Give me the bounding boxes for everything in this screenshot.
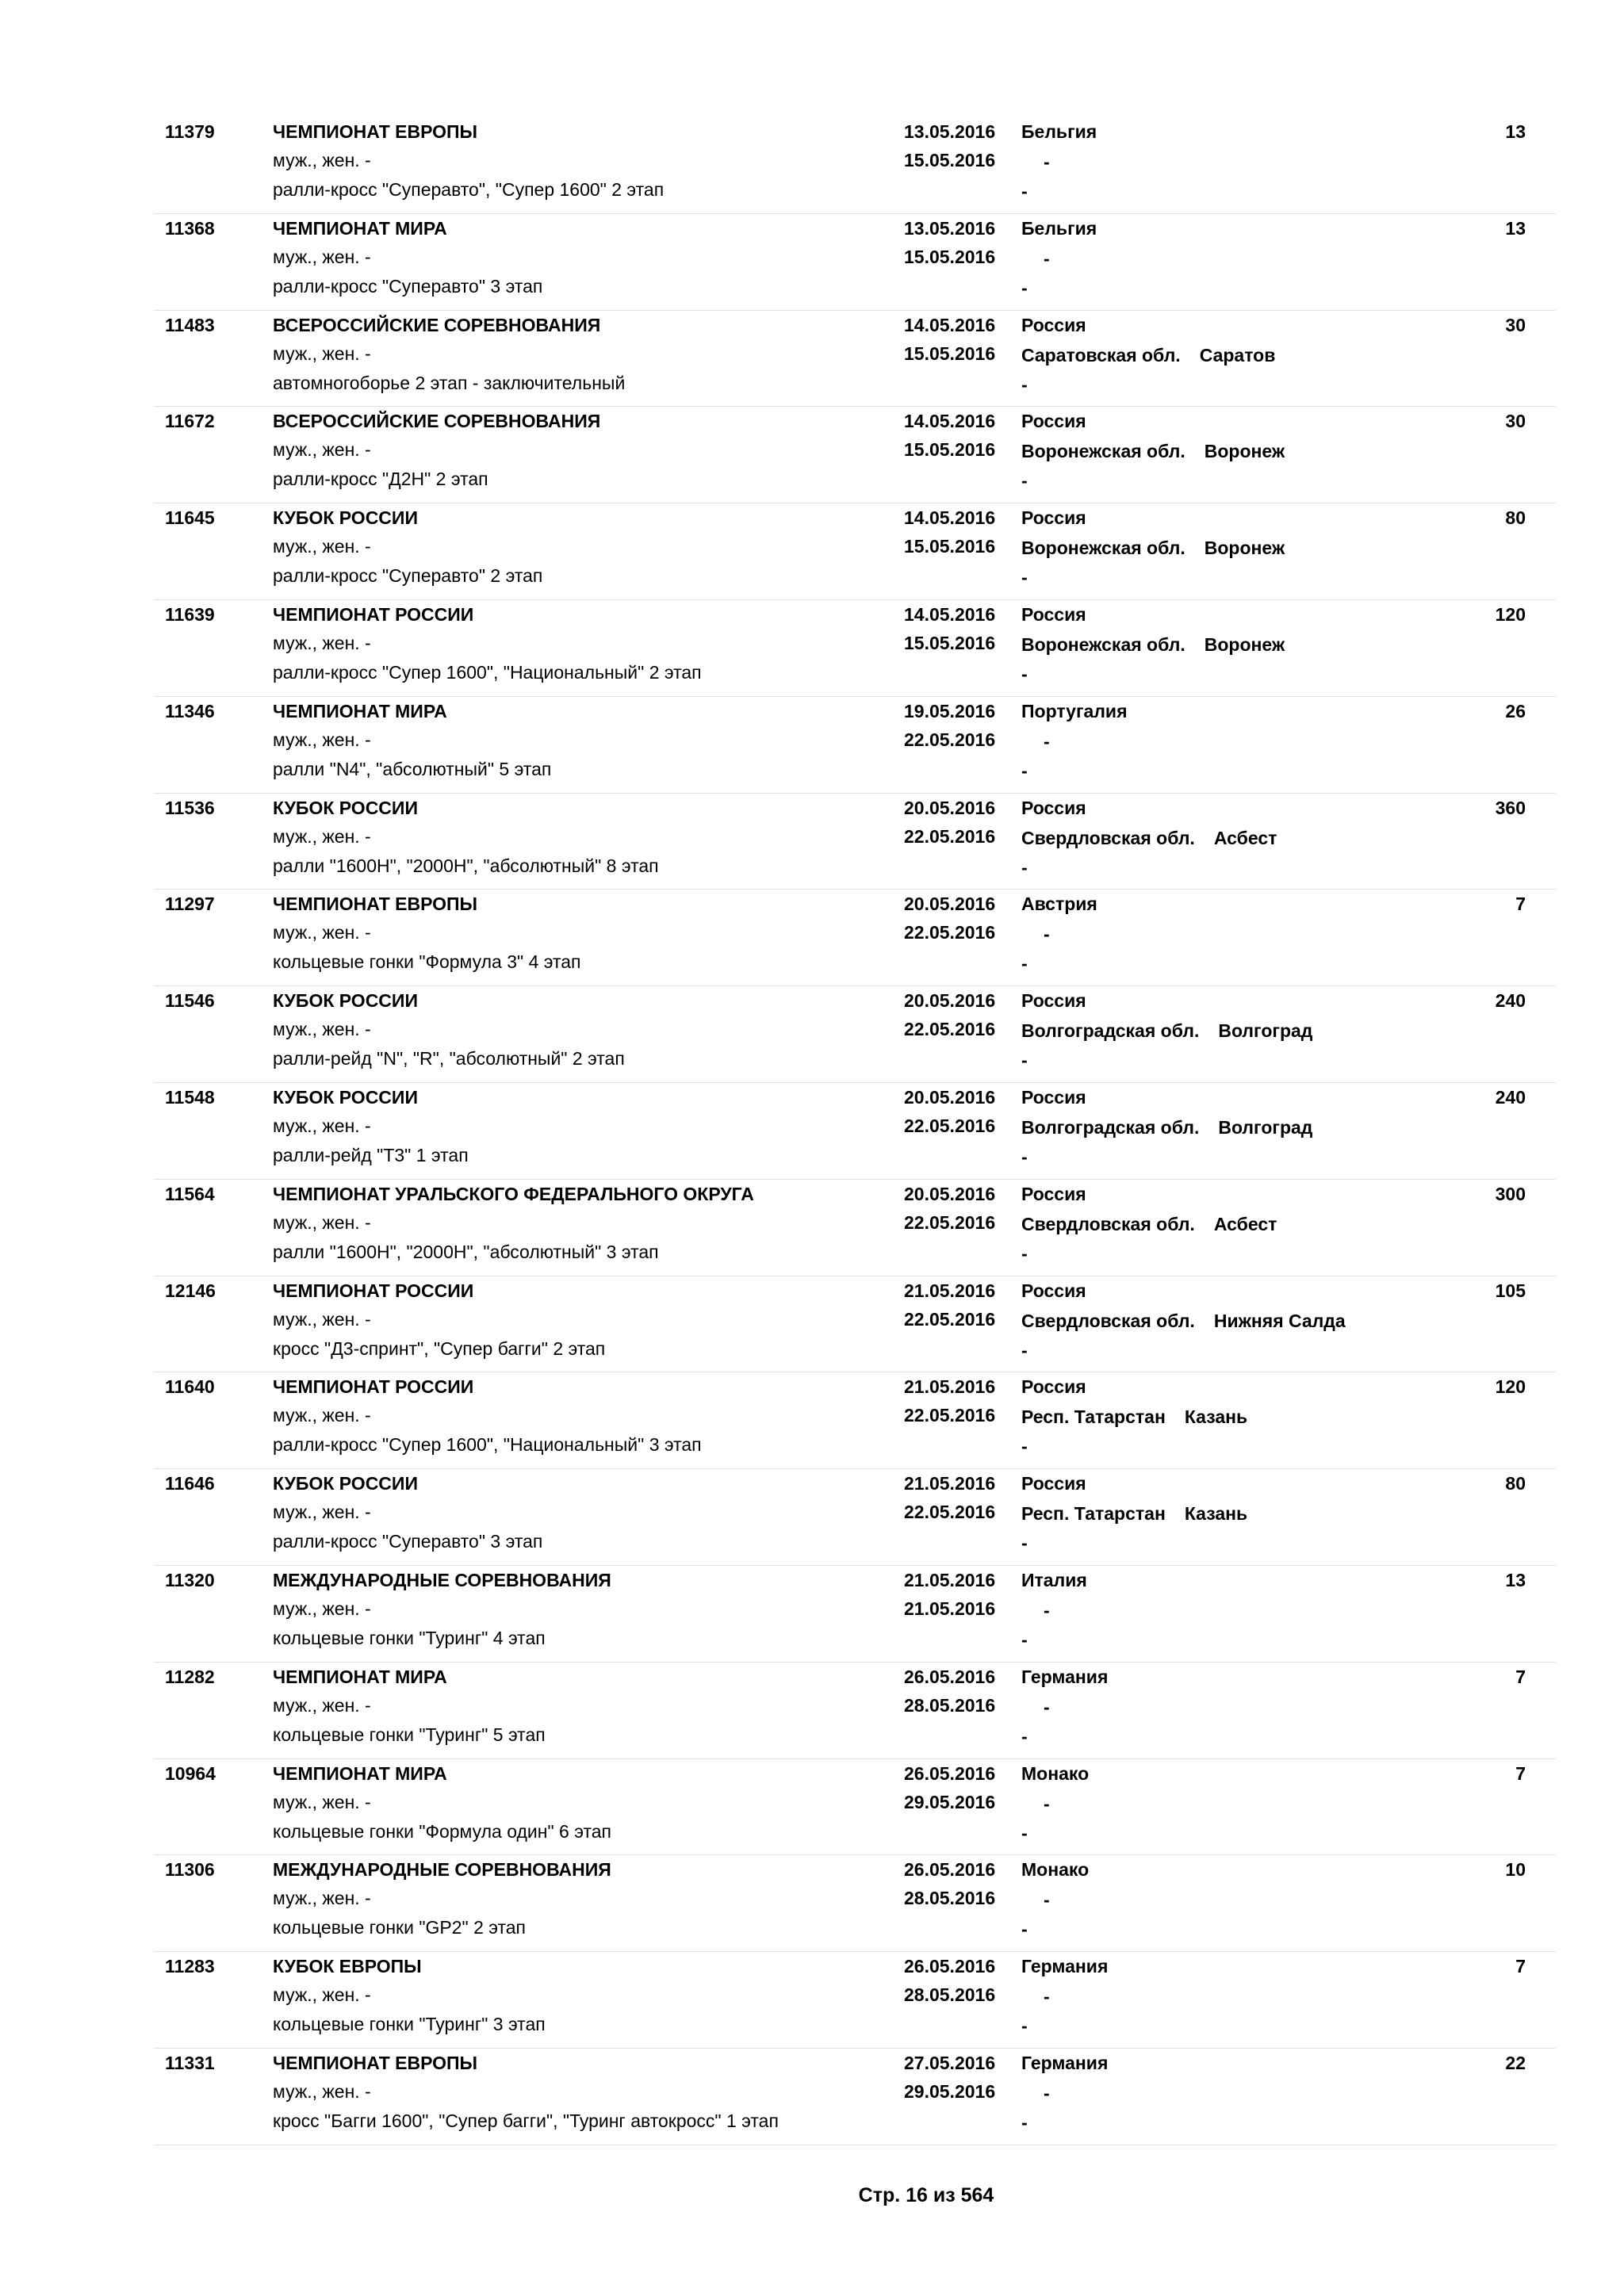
event-location — [1021, 730, 1050, 752]
event-id: 11640 — [165, 1376, 215, 1398]
event-gender: муж., жен. - — [273, 632, 371, 653]
event-end-date: 22.05.2016 — [904, 1019, 996, 1040]
event-region: - — [1044, 1986, 1050, 2007]
event-country: Монако — [1021, 1859, 1090, 1881]
event-id: 11672 — [165, 411, 215, 432]
event-venue: - — [1021, 277, 1028, 298]
event-city: Асбест — [1213, 827, 1277, 848]
table-row — [154, 1855, 1556, 1952]
event-discipline: кросс "Д3-спринт", "Супер багги" 2 этап — [273, 1337, 606, 1359]
event-gender: муж., жен. - — [273, 1888, 371, 1909]
event-participants: 240 — [1495, 1086, 1526, 1108]
event-id: 11536 — [165, 797, 215, 818]
table-row — [154, 1083, 1556, 1180]
event-end-date: 29.05.2016 — [904, 2080, 996, 2102]
event-start-date: 20.05.2016 — [904, 990, 996, 1012]
event-location — [1021, 1888, 1050, 1911]
event-discipline: ралли-кросс "Супер 1600", "Национальный" 3 этап — [273, 1434, 702, 1456]
event-gender: муж., жен. - — [273, 1308, 371, 1330]
event-location — [1021, 1406, 1247, 1428]
event-participants: 7 — [1515, 1666, 1526, 1687]
event-country: Россия — [1021, 507, 1086, 529]
event-region: - — [1044, 151, 1050, 172]
event-region: Респ. Татарстан — [1021, 1406, 1166, 1428]
event-country: Бельгия — [1021, 217, 1097, 239]
event-end-date: 15.05.2016 — [904, 342, 996, 364]
event-participants: 30 — [1505, 314, 1526, 335]
event-region: Свердловская обл. — [1021, 1213, 1195, 1234]
table-row — [154, 794, 1556, 890]
event-participants: 240 — [1495, 990, 1526, 1012]
event-end-date: 22.05.2016 — [904, 1502, 996, 1523]
event-venue: - — [1021, 760, 1028, 781]
page-number: Стр. 16 из 564 — [858, 2184, 994, 2206]
event-end-date: 22.05.2016 — [904, 922, 996, 943]
event-end-date: 21.05.2016 — [904, 1598, 996, 1619]
event-location — [1021, 537, 1285, 559]
event-id: 11368 — [165, 217, 215, 239]
event-gender: муж., жен. - — [273, 1984, 371, 2006]
event-id: 11346 — [165, 700, 215, 721]
event-end-date: 15.05.2016 — [904, 150, 996, 170]
event-id: 11646 — [165, 1473, 215, 1494]
event-discipline: ралли "N4", "абсолютный" 5 этап — [273, 758, 552, 779]
event-participants: 120 — [1495, 1376, 1526, 1398]
event-region: - — [1044, 1889, 1050, 1911]
event-start-date: 14.05.2016 — [904, 603, 996, 625]
event-start-date: 21.05.2016 — [904, 1376, 996, 1398]
event-venue: - — [1021, 1628, 1028, 1650]
table-row — [154, 1952, 1556, 2049]
event-country: Россия — [1021, 1473, 1086, 1494]
table-row — [154, 503, 1556, 600]
event-venue: - — [1021, 181, 1028, 201]
event-discipline: ралли-кросс "Суперавто" 2 этап — [273, 565, 543, 587]
event-title: ЧЕМПИОНАТ МИРА — [273, 700, 447, 721]
event-participants: 22 — [1505, 2052, 1526, 2073]
event-start-date: 20.05.2016 — [904, 1086, 996, 1108]
event-participants: 300 — [1495, 1183, 1526, 1204]
event-discipline: кольцевые гонки "Формула 3" 4 этап — [273, 951, 581, 973]
event-gender: муж., жен. - — [273, 1598, 371, 1619]
event-participants: 26 — [1505, 700, 1526, 721]
event-city: Воронеж — [1204, 538, 1285, 559]
event-city: Казань — [1184, 1406, 1248, 1428]
event-end-date: 15.05.2016 — [904, 536, 996, 557]
event-region: - — [1044, 247, 1050, 269]
event-location — [1021, 923, 1050, 945]
event-country: Германия — [1021, 1956, 1109, 1977]
event-city: Воронеж — [1204, 633, 1285, 655]
event-city: Нижняя Салда — [1213, 1310, 1346, 1331]
event-participants: 7 — [1515, 1956, 1526, 1977]
event-city: Воронеж — [1204, 441, 1285, 462]
event-end-date: 28.05.2016 — [904, 1888, 996, 1909]
event-location — [1021, 440, 1285, 462]
event-city: Асбест — [1213, 1213, 1277, 1234]
table-row — [154, 407, 1556, 503]
event-venue: - — [1021, 953, 1028, 974]
event-venue: - — [1021, 1050, 1028, 1071]
event-city: Волгоград — [1218, 1020, 1313, 1042]
event-start-date: 26.05.2016 — [904, 1859, 996, 1881]
event-gender: муж., жен. - — [273, 1115, 371, 1136]
event-location — [1021, 2082, 1050, 2104]
event-location — [1021, 247, 1050, 270]
event-start-date: 26.05.2016 — [904, 1762, 996, 1784]
event-start-date: 26.05.2016 — [904, 1666, 996, 1687]
event-country: Германия — [1021, 2052, 1109, 2073]
event-location — [1021, 151, 1050, 173]
event-start-date: 26.05.2016 — [904, 1956, 996, 1977]
table-row — [154, 1180, 1556, 1276]
event-country: Италия — [1021, 1569, 1087, 1590]
event-start-date: 20.05.2016 — [904, 1183, 996, 1204]
event-venue: - — [1021, 1725, 1028, 1747]
event-gender: муж., жен. - — [273, 922, 371, 943]
event-country: Россия — [1021, 314, 1086, 335]
event-id: 11320 — [165, 1569, 215, 1590]
event-country: Австрия — [1021, 894, 1097, 915]
event-title: ВСЕРОССИЙСКИЕ СОРЕВНОВАНИЯ — [273, 314, 601, 335]
events-table — [154, 117, 1556, 2145]
table-row — [154, 1663, 1556, 1759]
event-gender: муж., жен. - — [273, 342, 371, 364]
event-country: Россия — [1021, 1376, 1086, 1398]
event-participants: 13 — [1505, 121, 1526, 142]
event-start-date: 21.05.2016 — [904, 1473, 996, 1494]
event-id: 11564 — [165, 1183, 215, 1204]
event-venue: - — [1021, 1146, 1028, 1167]
event-end-date: 22.05.2016 — [904, 825, 996, 847]
event-title: ЧЕМПИОНАТ УРАЛЬСКОГО ФЕДЕРАЛЬНОГО ОКРУГА — [273, 1183, 754, 1204]
event-gender: муж., жен. - — [273, 1694, 371, 1716]
event-venue: - — [1021, 470, 1028, 492]
table-row — [154, 697, 1556, 794]
event-title: ЧЕМПИОНАТ РОССИИ — [273, 1280, 474, 1301]
event-discipline: кольцевые гонки "Туринг" 5 этап — [273, 1724, 546, 1745]
event-gender: муж., жен. - — [273, 1405, 371, 1426]
event-title: ЧЕМПИОНАТ РОССИИ — [273, 603, 474, 625]
table-row — [154, 2049, 1556, 2145]
event-title: ЧЕМПИОНАТ МИРА — [273, 1762, 447, 1784]
event-participants: 7 — [1515, 894, 1526, 915]
event-venue: - — [1021, 2111, 1028, 2133]
event-venue: - — [1021, 1822, 1028, 1843]
event-title: КУБОК РОССИИ — [273, 1473, 418, 1494]
event-location — [1021, 1213, 1277, 1235]
event-participants: 360 — [1495, 797, 1526, 818]
event-participants: 80 — [1505, 1473, 1526, 1494]
event-location — [1021, 1599, 1050, 1621]
event-id: 11548 — [165, 1086, 215, 1108]
event-id: 11306 — [165, 1859, 215, 1881]
event-id: 11379 — [165, 121, 215, 142]
event-end-date: 22.05.2016 — [904, 1115, 996, 1136]
event-region: Свердловская обл. — [1021, 827, 1195, 848]
event-start-date: 14.05.2016 — [904, 314, 996, 335]
event-id: 11282 — [165, 1666, 215, 1687]
event-start-date: 21.05.2016 — [904, 1569, 996, 1590]
table-row — [154, 986, 1556, 1083]
event-region: Саратовская обл. — [1021, 344, 1181, 365]
event-participants: 13 — [1505, 217, 1526, 239]
event-title: КУБОК ЕВРОПЫ — [273, 1956, 422, 1977]
event-title: МЕЖДУНАРОДНЫЕ СОРЕВНОВАНИЯ — [273, 1569, 611, 1590]
event-country: Россия — [1021, 797, 1086, 818]
event-country: Россия — [1021, 1086, 1086, 1108]
event-start-date: 14.05.2016 — [904, 411, 996, 432]
event-discipline: кольцевые гонки "Туринг" 4 этап — [273, 1627, 546, 1648]
event-end-date: 22.05.2016 — [904, 1405, 996, 1426]
event-id: 11297 — [165, 894, 215, 915]
event-discipline: ралли "1600Н", "2000Н", "абсолютный" 8 этап — [273, 855, 659, 876]
event-start-date: 21.05.2016 — [904, 1280, 996, 1301]
event-location — [1021, 344, 1275, 366]
table-row — [154, 1372, 1556, 1469]
event-id: 10964 — [165, 1762, 216, 1784]
event-gender: муж., жен. - — [273, 536, 371, 557]
table-row — [154, 1276, 1556, 1373]
event-participants: 13 — [1505, 1569, 1526, 1590]
event-country: Германия — [1021, 1666, 1109, 1687]
event-start-date: 13.05.2016 — [904, 217, 996, 239]
event-country: Россия — [1021, 1183, 1086, 1204]
event-location — [1021, 1985, 1050, 2007]
event-region: Волгоградская обл. — [1021, 1020, 1200, 1042]
event-location — [1021, 1793, 1050, 1815]
event-discipline: кольцевые гонки "Формула один" 6 этап — [273, 1820, 611, 1842]
event-region: - — [1044, 2082, 1050, 2103]
event-title: ВСЕРОССИЙСКИЕ СОРЕВНОВАНИЯ — [273, 411, 601, 432]
event-discipline: ралли-кросс "Супер 1600", "Национальный" 2 этап — [273, 661, 702, 683]
event-id: 11639 — [165, 603, 215, 625]
event-location — [1021, 1310, 1346, 1332]
event-start-date: 27.05.2016 — [904, 2052, 996, 2073]
event-discipline: автомногоборье 2 этап - заключительный — [273, 372, 626, 393]
event-discipline: ралли-кросс "Суперавто", "Супер 1600" 2 этап — [273, 179, 665, 200]
event-discipline: кросс "Багги 1600", "Супер багги", "Туринг автокросс" 1 этап — [273, 2110, 779, 2131]
event-id: 11483 — [165, 314, 215, 335]
event-city: Казань — [1184, 1503, 1248, 1525]
table-row — [154, 890, 1556, 986]
event-city: Саратов — [1199, 344, 1276, 365]
event-start-date: 13.05.2016 — [904, 121, 996, 142]
table-row — [154, 214, 1556, 311]
event-title: ЧЕМПИОНАТ РОССИИ — [273, 1376, 474, 1398]
event-participants: 10 — [1505, 1859, 1526, 1881]
event-venue: - — [1021, 2015, 1028, 2037]
event-country: Монако — [1021, 1762, 1090, 1784]
event-venue: - — [1021, 567, 1028, 588]
event-country: Россия — [1021, 990, 1086, 1012]
table-row — [154, 311, 1556, 408]
event-id: 11283 — [165, 1956, 215, 1977]
table-row — [154, 600, 1556, 697]
event-start-date: 19.05.2016 — [904, 700, 996, 721]
event-location — [1021, 1502, 1247, 1525]
event-gender: муж., жен. - — [273, 1019, 371, 1040]
event-country: Россия — [1021, 411, 1086, 432]
event-country: Бельгия — [1021, 121, 1097, 142]
event-end-date: 28.05.2016 — [904, 1694, 996, 1716]
event-title: КУБОК РОССИИ — [273, 1086, 418, 1108]
event-title: КУБОК РОССИИ — [273, 507, 418, 529]
event-gender: муж., жен. - — [273, 729, 371, 750]
event-location — [1021, 1116, 1312, 1138]
event-end-date: 28.05.2016 — [904, 1984, 996, 2006]
event-region: Свердловская обл. — [1021, 1310, 1195, 1331]
event-end-date: 15.05.2016 — [904, 246, 996, 267]
event-discipline: кольцевые гонки "Туринг" 3 этап — [273, 2014, 546, 2035]
event-id: 11546 — [165, 990, 215, 1012]
table-row — [154, 1566, 1556, 1663]
event-gender: муж., жен. - — [273, 439, 371, 461]
event-title: ЧЕМПИОНАТ ЕВРОПЫ — [273, 894, 478, 915]
event-location — [1021, 633, 1285, 656]
event-start-date: 20.05.2016 — [904, 797, 996, 818]
event-venue: - — [1021, 663, 1028, 684]
event-end-date: 15.05.2016 — [904, 632, 996, 653]
event-title: КУБОК РОССИИ — [273, 797, 418, 818]
event-discipline: ралли-рейд "N", "R", "абсолютный" 2 этап — [273, 1048, 625, 1070]
event-region: - — [1044, 924, 1050, 945]
event-location — [1021, 827, 1277, 849]
event-id: 12146 — [165, 1280, 216, 1301]
event-participants: 7 — [1515, 1762, 1526, 1784]
event-end-date: 22.05.2016 — [904, 1211, 996, 1233]
event-gender: муж., жен. - — [273, 1502, 371, 1523]
event-venue: - — [1021, 373, 1028, 395]
event-gender: муж., жен. - — [273, 246, 371, 267]
event-venue: - — [1021, 1919, 1028, 1940]
event-start-date: 14.05.2016 — [904, 507, 996, 529]
event-participants: 120 — [1495, 603, 1526, 625]
event-title: МЕЖДУНАРОДНЫЕ СОРЕВНОВАНИЯ — [273, 1859, 611, 1881]
event-gender: муж., жен. - — [273, 2080, 371, 2102]
event-gender: муж., жен. - — [273, 825, 371, 847]
event-venue: - — [1021, 1242, 1028, 1264]
event-title: ЧЕМПИОНАТ ЕВРОПЫ — [273, 121, 478, 142]
event-venue: - — [1021, 1339, 1028, 1360]
event-discipline: кольцевые гонки "GP2" 2 этап — [273, 1917, 527, 1938]
event-id: 11645 — [165, 507, 215, 529]
table-row — [154, 117, 1556, 214]
event-gender: муж., жен. - — [273, 1791, 371, 1812]
event-region: - — [1044, 1599, 1050, 1621]
event-participants: 30 — [1505, 411, 1526, 432]
event-gender: муж., жен. - — [273, 1211, 371, 1233]
event-country: Россия — [1021, 603, 1086, 625]
event-title: КУБОК РОССИИ — [273, 990, 418, 1012]
event-discipline: ралли-кросс "Суперавто" 3 этап — [273, 1531, 543, 1552]
event-end-date: 22.05.2016 — [904, 729, 996, 750]
event-city: Волгоград — [1218, 1116, 1313, 1138]
event-venue: - — [1021, 856, 1028, 878]
event-start-date: 20.05.2016 — [904, 894, 996, 915]
event-region: Воронежская обл. — [1021, 538, 1185, 559]
event-end-date: 22.05.2016 — [904, 1308, 996, 1330]
event-discipline: ралли-кросс "Суперавто" 3 этап — [273, 275, 543, 297]
event-gender: муж., жен. - — [273, 150, 371, 170]
event-venue: - — [1021, 1436, 1028, 1457]
event-region: - — [1044, 1696, 1050, 1717]
event-region: Респ. Татарстан — [1021, 1503, 1166, 1525]
event-region: - — [1044, 1793, 1050, 1814]
event-region: Воронежская обл. — [1021, 633, 1185, 655]
event-discipline: ралли-кросс "Д2Н" 2 этап — [273, 469, 488, 490]
event-location — [1021, 1696, 1050, 1718]
event-discipline: ралли-рейд "Т3" 1 этап — [273, 1144, 469, 1165]
event-title: ЧЕМПИОНАТ ЕВРОПЫ — [273, 2052, 478, 2073]
event-region: Волгоградская обл. — [1021, 1116, 1200, 1138]
event-region: Воронежская обл. — [1021, 441, 1185, 462]
event-id: 11331 — [165, 2052, 215, 2073]
event-title: ЧЕМПИОНАТ МИРА — [273, 1666, 447, 1687]
event-discipline: ралли "1600Н", "2000Н", "абсолютный" 3 этап — [273, 1241, 659, 1262]
event-participants: 80 — [1505, 507, 1526, 529]
event-participants: 105 — [1495, 1280, 1526, 1301]
event-country: Португалия — [1021, 700, 1128, 721]
event-country: Россия — [1021, 1280, 1086, 1301]
event-end-date: 29.05.2016 — [904, 1791, 996, 1812]
event-region: - — [1044, 730, 1050, 752]
event-venue: - — [1021, 1533, 1028, 1554]
table-row — [154, 1469, 1556, 1566]
event-end-date: 15.05.2016 — [904, 439, 996, 461]
table-row — [154, 1759, 1556, 1856]
event-location — [1021, 1020, 1312, 1042]
event-title: ЧЕМПИОНАТ МИРА — [273, 217, 447, 239]
